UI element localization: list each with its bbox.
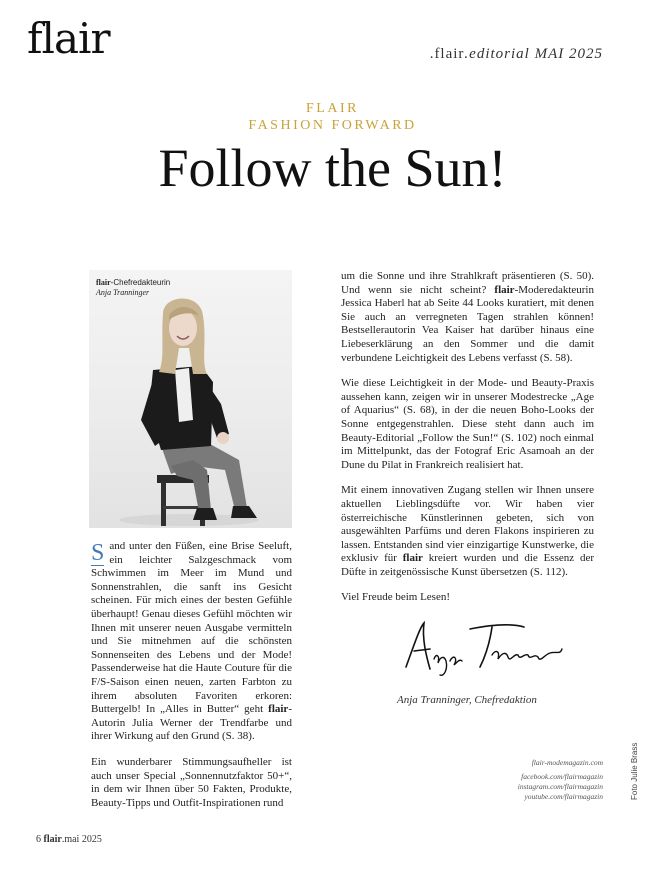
portrait-illustration [89,270,292,528]
right-text-column [341,270,594,617]
social-links [518,772,603,802]
right-paragraph-4: Viel Freude beim Lesen! [341,591,450,604]
photo-caption-role: -Chefredakteurin [110,278,171,287]
right-p3-brand: flair [402,552,423,565]
facebook-link[interactable]: facebook.com/flairmagazin [521,772,603,781]
left-p1-text: and unter den Füßen, eine Brise Seeluft, ein leichter Salzgeschmack vom Schwimmen im Meer im Mund und Sonnenstrahlen, die sanft ins Gesicht scheinen. Für mich eines der besten Gefühle überhaupt! Genau dieses Gefühl möchten wir Ihnen mit unserer neuen Ausgabe vermitteln und Sie mitnehmen auf die schönsten Sonnenseiten des Lebens und der Mode! Passenderweise hat die Haute Couture für die F/S-Saison einen neuen, zarten Farbton zu ihrem absoluten Favoriten erkoren: Buttergelb! In „Alles in Butter“ geht [91,540,292,716]
page-footer [36,834,102,845]
kicker-line2: FASHION FORWARD [248,118,417,133]
kicker-line1: FLAIR [306,101,359,116]
editorial-masthead [430,46,603,63]
right-paragraph-3 [341,484,594,579]
right-p1-tail: -Moderedakteurin Jessica Haberl hat ab Seite 44 Looks kuratiert, mit denen Sie auch an verregneten Tagen strahlen können! Bestsellerautorin Vea Kaiser hat darüber hinaus eine Liebeserklärung an den Sommer und die damit verbundene Leichtigkeit des Lebens verfasst (S. 58). [341,283,594,364]
right-p3-head: Mit einem innovativen Zugang stellen wir Ihnen unsere aktuellen Lieblingsdüfte vor. Wir haben vier österreichische Künstlerinnen gebeten, sich von ausgewählten Parfüms und deren Flakons inspirieren zu lassen. Entstanden sind vier einzigartige Kunstwerke, die exklusiv für [341,484,594,565]
instagram-link[interactable]: instagram.com/flairmagazin [517,782,603,791]
left-paragraph-2: Ein wunderbarer Stimmungsaufheller ist auch unser Special „Sonnennutzfaktor 50+“, in dem wir Ihnen über 50 Fakten, Produkte, Beauty-Tipps und Outfit-Inspirationen rund [91,755,292,809]
right-paragraph-2: Wie diese Leichtigkeit in der Mode- und Beauty-Praxis aussehen kann, zeigen wir in unserer Modestrecke „Age of Aquarius“ (S. 68), in der die neuen Boho-Looks der Sonne entgegenstrahlen. Diese steht dann auch im Beauty-Editorial „Follow the Sun!“ (S. 102) noch einmal im Mittelpunkt, das der Fotograf Eric Asamoah an der Dune du Pilat in Frankreich realisiert hat. [341,377,594,471]
photo-caption-brand: flair [96,278,111,287]
footer-brand: flair [43,834,62,845]
website-link[interactable]: flair-modemagazin.com [531,758,603,767]
masthead-brand: .flair [429,46,465,62]
dropcap: S [91,540,105,566]
right-paragraph-1 [341,270,594,365]
page-number: 6 [36,834,41,845]
editor-portrait-photo [89,270,292,528]
left-paragraph-1 [91,540,292,744]
photo-caption [96,278,170,298]
footer-issue: .mai 2025 [61,834,102,845]
left-p1-brand: flair [268,703,289,716]
masthead-issue: .editorial MAI 2025 [464,46,603,62]
photo-credit: Foto Julie Brass [630,742,639,800]
signature-caption: Anja Tranninger, Chefredaktion [397,694,537,706]
handwritten-signature [400,615,570,680]
youtube-link[interactable]: youtube.com/flairmagazin [524,792,603,801]
left-p1-tail: -Autorin Julia Werner der Trendfarbe und ihrer Wirkung auf den Grund (S. 38). [91,703,292,743]
left-text-column [91,540,292,822]
right-p1-head: um die Sonne und ihre Strahlkraft präsentieren (S. 50). Und wenn sie nicht scheint? [341,270,594,296]
photo-caption-name: Anja Tranninger [96,288,150,297]
page-title: Follow the Sun! [158,138,507,198]
right-p3-tail: kreiert wurden und die Essenz der Düfte in zeitgenössische Kunst übersetzen (S. 112). [341,552,594,578]
right-p1-brand: flair [494,283,515,296]
flair-logo: flair [27,14,110,63]
